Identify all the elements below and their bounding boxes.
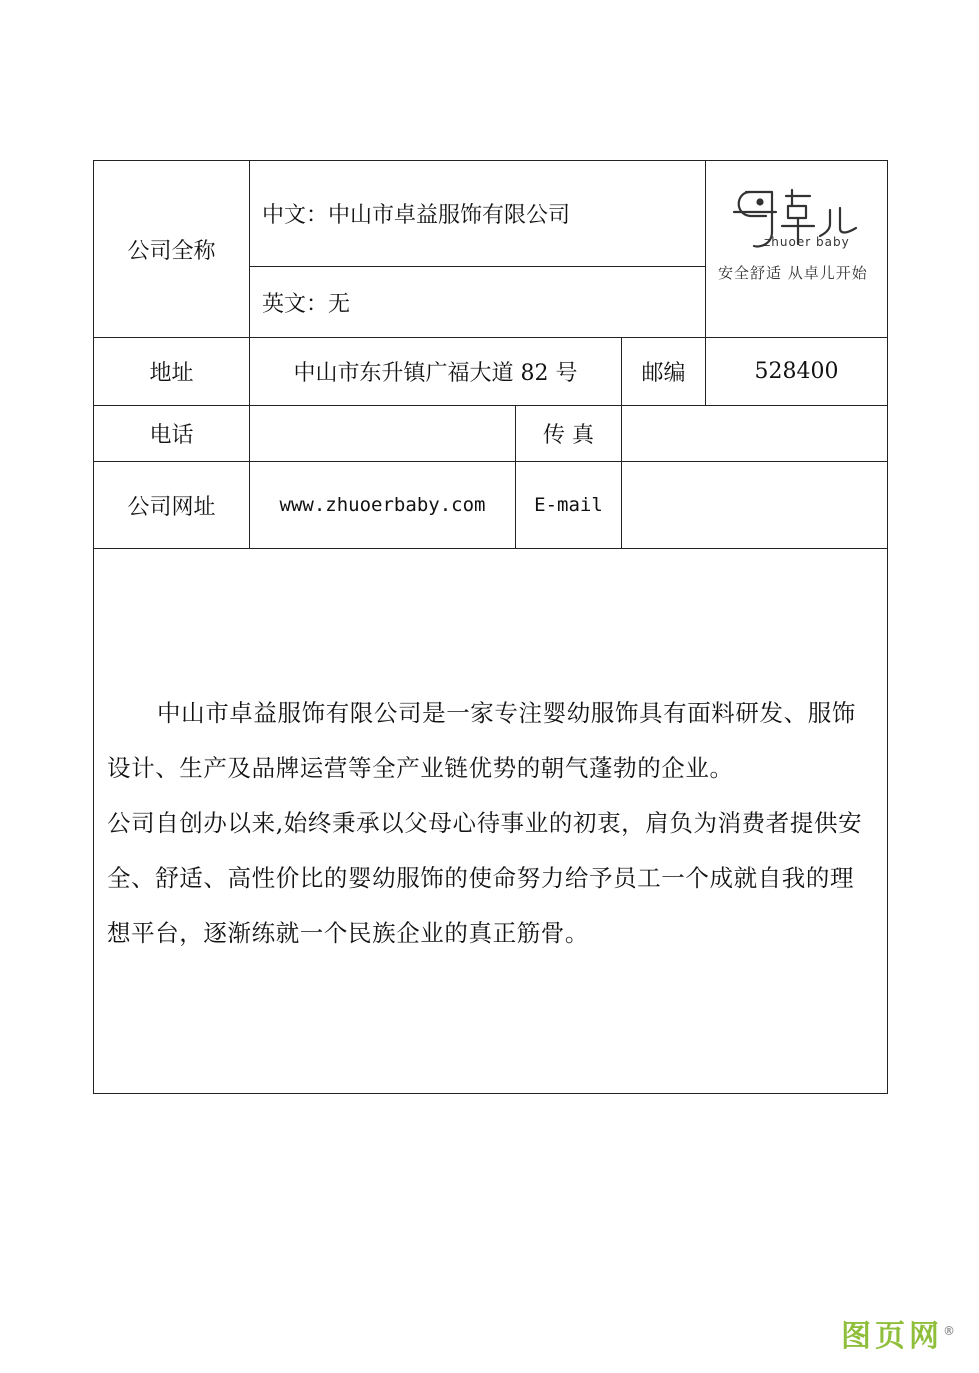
intro-paragraph-1: 中山市卓益服饰有限公司是一家专注婴幼服饰具有面料研发、服饰设计、生产及品牌运营等全产业链优势的朝气蓬勃的企业。 [107,699,856,782]
website-label: 公司网址 [127,494,216,520]
phone-value [250,406,515,461]
email-value [622,462,887,548]
zhuoer-logo-icon [706,162,887,336]
postcode-value: 528400 [754,359,839,384]
table-border-right [887,160,888,1094]
watermark [841,1311,959,1355]
brand-logo [706,162,887,336]
intro-paragraph-2: 公司自创办以来,始终秉承以父母心待事业的初衷，肩负为消费者提供安全、舒适、高性价比的婴幼服饰的使命努力给予员工一个成就自我的理想平台，逐渐练就一个民族企业的真正筋骨。 [107,809,863,947]
logo-brand-en: zhuoer baby [764,235,850,249]
fax-label: 传 真 [543,423,594,448]
email-label: E-mail [534,494,603,516]
logo-slogan: 安全舒适 从卓儿开始 [718,264,868,282]
row-divider-4 [93,548,888,549]
company-name-label: 公司全称 [127,238,216,264]
registered-mark: ® [943,1324,959,1338]
table-border-bottom [93,1093,888,1094]
address-value: 中山市东升镇广福大道 82 号 [293,361,578,386]
address-label: 地址 [149,361,194,386]
company-intro [107,686,877,961]
phone-label: 电话 [149,423,194,448]
website-value[interactable]: www.zhuoerbaby.com [279,494,486,516]
postcode-label: 邮编 [641,361,686,386]
english-name: 英文：无 [262,291,351,317]
watermark-text: 图页网 [841,1319,943,1354]
fax-value [622,406,887,461]
chinese-name: 中文：中山市卓益服饰有限公司 [262,203,571,228]
